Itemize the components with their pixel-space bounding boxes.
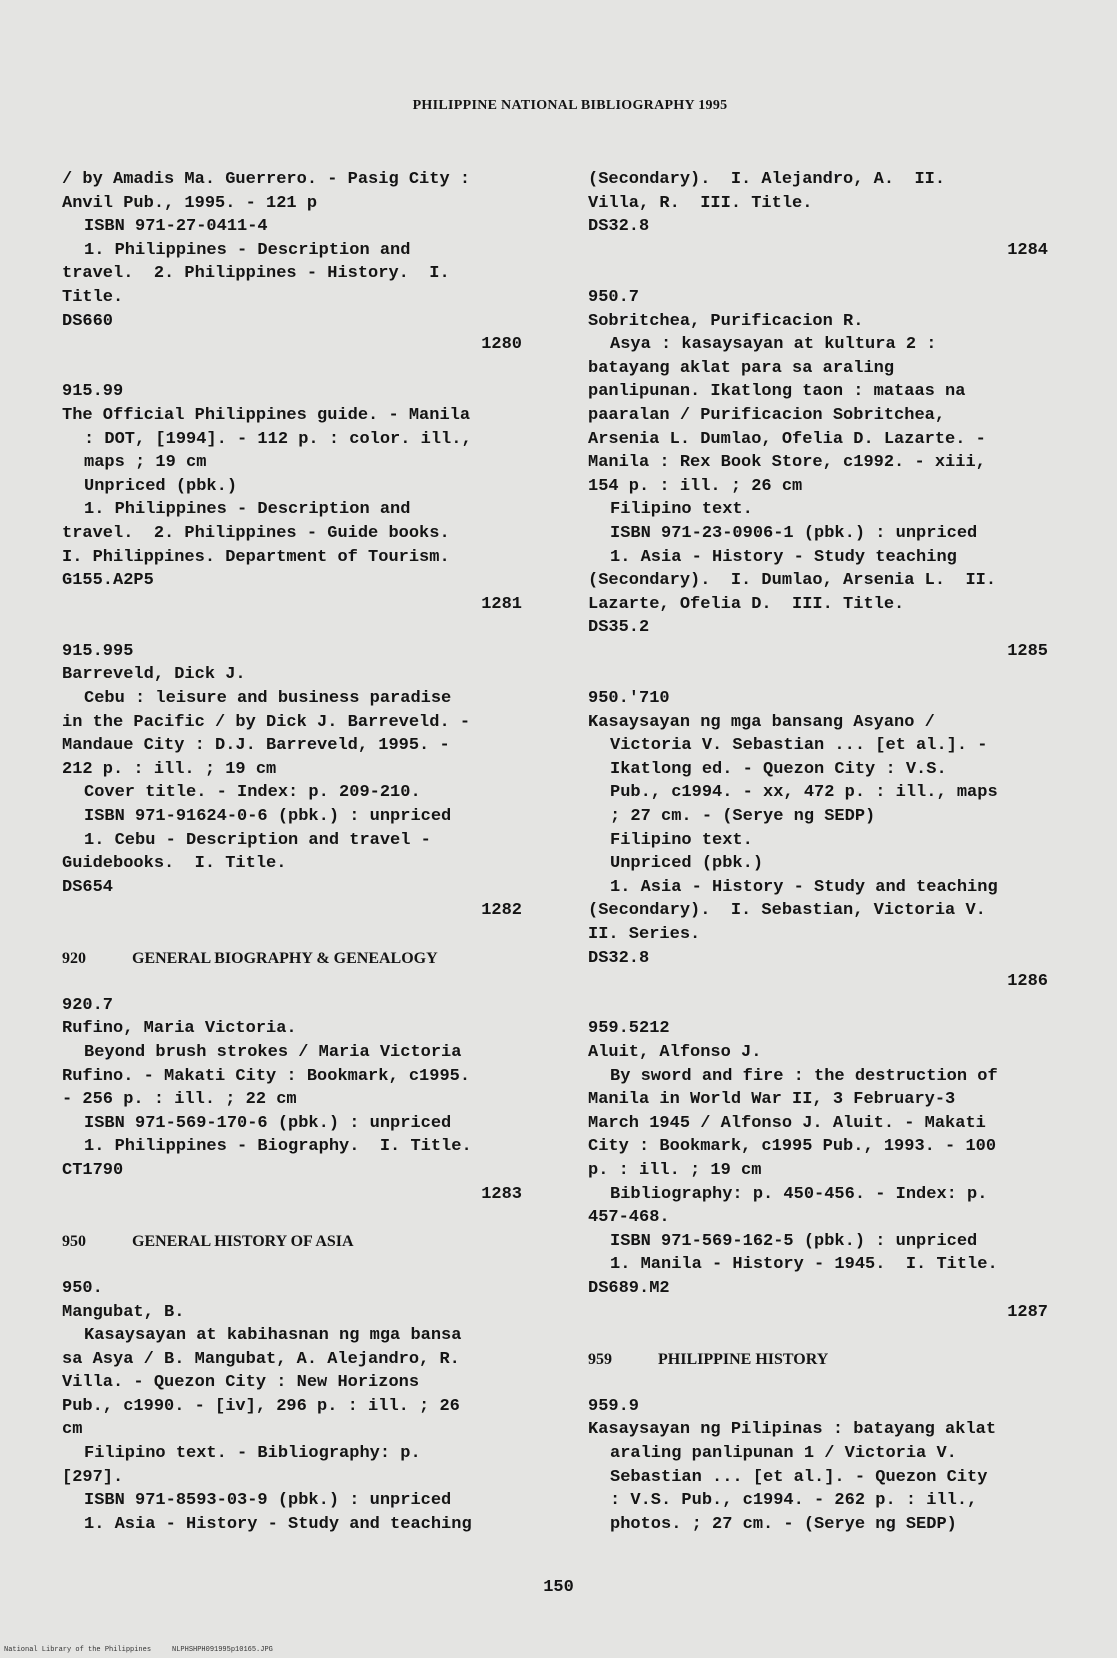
entry-line: panlipunan. Ikatlong taon : mataas na — [588, 382, 966, 402]
entry-line: Asya : kasaysayan at kultura 2 : — [610, 335, 937, 355]
entry-line: City : Bookmark, c1995 Pub., 1993. - 100 — [588, 1137, 997, 1157]
entry-line: ; 27 cm. - (Serye ng SEDP) — [610, 807, 876, 827]
entry-line: Cover title. - Index: p. 209-210. — [84, 783, 421, 803]
spacer — [588, 262, 1048, 286]
entry-line: Filipino text. — [610, 500, 753, 520]
entry-line: ISBN 971-27-0411-4 — [84, 217, 268, 237]
section-title: GENERAL BIOGRAPHY & GENEALOGY — [132, 949, 438, 967]
spacer — [62, 357, 522, 381]
entry-line: 915.99 — [62, 382, 124, 402]
entry-number: 1285 — [1007, 641, 1048, 661]
entry-line: Mangubat, B. — [62, 1302, 185, 1322]
entry-line: Sobritchea, Purificacion R. — [588, 311, 864, 331]
entry-line: araling panlipunan 1 / Victoria V. — [610, 1444, 957, 1464]
entry-number: 1286 — [1007, 972, 1048, 992]
entry-line: batayang aklat para sa araling — [588, 358, 895, 378]
entry-line: in the Pacific / by Dick J. Barreveld. - — [62, 712, 471, 732]
entry-line: (Secondary). I. Dumlao, Arsenia L. II. — [588, 571, 997, 591]
entry-number: 1284 — [1007, 240, 1048, 260]
entry-line: 950.'710 — [588, 689, 670, 709]
entry-line: Unpriced (pbk.) — [610, 854, 764, 874]
entry-line: Lazarte, Ofelia D. III. Title. — [588, 594, 905, 614]
entry-line: : V.S. Pub., c1994. - 262 p. : ill., — [610, 1491, 978, 1511]
entry-line: 212 p. : ill. ; 19 cm — [62, 759, 277, 779]
section-heading — [588, 1348, 1048, 1372]
entry-line: ISBN 971-8593-03-9 (pbk.) : unpriced — [84, 1491, 452, 1511]
entry-line: ISBN 971-23-0906-1 (pbk.) : unpriced — [610, 523, 978, 543]
entry-line: photos. ; 27 cm. - (Serye ng SEDP) — [610, 1514, 957, 1534]
section-class-number: 959 — [588, 1350, 612, 1368]
entry-line: G155.A2P5 — [62, 571, 154, 591]
entry-line: DS32.8 — [588, 217, 650, 237]
entry-number: 1282 — [481, 901, 522, 921]
entry-line: Title. — [62, 287, 124, 307]
entry-line: I. Philippines. Department of Tourism. — [62, 547, 450, 567]
entry-line: maps ; 19 cm — [84, 453, 207, 473]
entry-line: By sword and fire : the destruction of — [610, 1066, 998, 1086]
entry-line: Kasaysayan ng Pilipinas : batayang aklat — [588, 1420, 997, 1440]
page-number: 150 — [543, 1578, 574, 1597]
entry-line: Unpriced (pbk.) — [84, 476, 238, 496]
spacer — [62, 923, 522, 947]
section-title: PHILIPPINE HISTORY — [658, 1350, 829, 1368]
entry-line: ISBN 971-91624-0-6 (pbk.) : unpriced — [84, 807, 452, 827]
entry-line: travel. 2. Philippines - Guide books. — [62, 523, 450, 543]
spacer — [62, 1253, 522, 1277]
spacer — [588, 1371, 1048, 1395]
entry-line: [297]. — [62, 1467, 124, 1487]
entry-line: Filipino text. — [610, 830, 753, 850]
entry-line: Victoria V. Sebastian ... [et al.]. - — [610, 736, 988, 756]
entry-line: Manila in World War II, 3 February-3 — [588, 1090, 956, 1110]
spacer — [588, 663, 1048, 687]
entry-line: Kasaysayan ng mga bansang Asyano / — [588, 712, 935, 732]
entry-line: p. : ill. ; 19 cm — [588, 1160, 762, 1180]
entry-line: 1. Asia - History - Study teaching — [610, 547, 957, 567]
page-title: PHILIPPINE NATIONAL BIBLIOGRAPHY 1995 — [412, 98, 728, 113]
entry-line: cm — [62, 1420, 83, 1440]
entry-line: ISBN 971-569-162-5 (pbk.) : unpriced — [610, 1231, 978, 1251]
entry-line: Barreveld, Dick J. — [62, 665, 246, 685]
entry-line: Villa, R. III. Title. — [588, 193, 813, 213]
spacer — [588, 1324, 1048, 1348]
entry-line: Rufino. - Makati City : Bookmark, c1995. — [62, 1066, 471, 1086]
entry-line: 959.9 — [588, 1396, 640, 1416]
entry-line: (Secondary). I. Sebastian, Victoria V. — [588, 901, 986, 921]
entry-line: Aluit, Alfonso J. — [588, 1042, 762, 1062]
section-title: GENERAL HISTORY OF ASIA — [132, 1232, 354, 1250]
entry-line: Bibliography: p. 450-456. - Index: p. — [610, 1184, 988, 1204]
entry-line: The Official Philippines guide. - Manila — [62, 405, 471, 425]
entry-line: DS689.M2 — [588, 1278, 670, 1298]
entry-line: 959.5212 — [588, 1019, 670, 1039]
entry-line: 950.7 — [588, 287, 640, 307]
entry-line: 950. — [62, 1278, 103, 1298]
entry-line: paaralan / Purificacion Sobritchea, — [588, 405, 946, 425]
section-class-number: 920 — [62, 949, 86, 967]
entry-line: 154 p. : ill. ; 26 cm — [588, 476, 803, 496]
entry-line: 915.995 — [62, 641, 134, 661]
section-class-number: 950 — [62, 1232, 86, 1250]
entry-line: 920.7 — [62, 995, 114, 1015]
left-column — [62, 168, 522, 1536]
entry-line: 1. Philippines - Description and — [84, 240, 411, 260]
section-heading — [62, 1230, 522, 1254]
entry-line: ISBN 971-569-170-6 (pbk.) : unpriced — [84, 1113, 452, 1133]
entry-line: Beyond brush strokes / Maria Victoria — [84, 1042, 462, 1062]
entry-number: 1281 — [481, 594, 522, 614]
entry-line: 1. Cebu - Description and travel - — [84, 830, 431, 850]
entry-line: Manila : Rex Book Store, c1992. - xiii, — [588, 453, 986, 473]
entry-line: II. Series. — [588, 925, 701, 944]
entry-line: travel. 2. Philippines - History. I. — [62, 264, 450, 284]
entry-line: Pub., c1990. - [iv], 296 p. : ill. ; 26 — [62, 1396, 460, 1416]
spacer — [62, 616, 522, 640]
entry-line: DS32.8 — [588, 948, 650, 968]
entry-line: March 1945 / Alfonso J. Aluit. - Makati — [588, 1113, 986, 1133]
spacer — [62, 970, 522, 994]
entry-line: 1. Philippines - Biography. I. Title. — [84, 1137, 472, 1157]
entry-line: Mandaue City : D.J. Barreveld, 1995. - — [62, 736, 450, 756]
entry-line: Villa. - Quezon City : New Horizons — [62, 1373, 420, 1393]
entry-line: sa Asya / B. Mangubat, A. Alejandro, R. — [62, 1349, 460, 1369]
section-heading — [62, 947, 522, 971]
right-column — [588, 168, 1048, 1536]
entry-number: 1287 — [1007, 1302, 1048, 1322]
entry-number: 1280 — [481, 335, 522, 355]
entry-line: 1. Asia - History - Study and teaching — [610, 877, 998, 897]
entry-line: - 256 p. : ill. ; 22 cm — [62, 1090, 297, 1110]
spacer — [588, 994, 1048, 1018]
footer-caption: National Library of the Philippines NLPHSHPH091995p10165.JPG — [4, 1646, 273, 1654]
entry-line: Kasaysayan at kabihasnan ng mga bansa — [84, 1326, 462, 1346]
entry-line: 1. Philippines - Description and — [84, 500, 411, 520]
entry-line: / by Amadis Ma. Guerrero. - Pasig City : — [62, 170, 471, 189]
entry-line: Sebastian ... [et al.]. - Quezon City — [610, 1467, 988, 1487]
entry-line: DS35.2 — [588, 618, 650, 638]
entry-line: DS654 — [62, 877, 114, 897]
spacer — [62, 1206, 522, 1230]
entry-line: : DOT, [1994]. - 112 p. : color. ill., — [84, 429, 472, 449]
entry-line: Rufino, Maria Victoria. — [62, 1019, 297, 1039]
entry-line: Anvil Pub., 1995. - 121 p — [62, 193, 318, 213]
entry-line: Cebu : leisure and business paradise — [84, 689, 452, 709]
entry-line: Pub., c1994. - xx, 472 p. : ill., maps — [610, 783, 998, 803]
entry-line: Ikatlong ed. - Quezon City : V.S. — [610, 759, 947, 779]
entry-line: 1. Manila - History - 1945. I. Title. — [610, 1255, 998, 1275]
entry-line: (Secondary). I. Alejandro, A. II. — [588, 170, 946, 189]
entry-number: 1283 — [481, 1184, 522, 1204]
entry-line: DS660 — [62, 311, 114, 331]
entry-line: 1. Asia - History - Study and teaching — [84, 1514, 472, 1534]
entry-line: CT1790 — [62, 1160, 124, 1180]
entry-line: Filipino text. - Bibliography: p. — [84, 1444, 421, 1464]
entry-line: Guidebooks. I. Title. — [62, 854, 287, 874]
entry-line: 457-468. — [588, 1208, 670, 1228]
entry-line: Arsenia L. Dumlao, Ofelia D. Lazarte. - — [588, 429, 986, 449]
